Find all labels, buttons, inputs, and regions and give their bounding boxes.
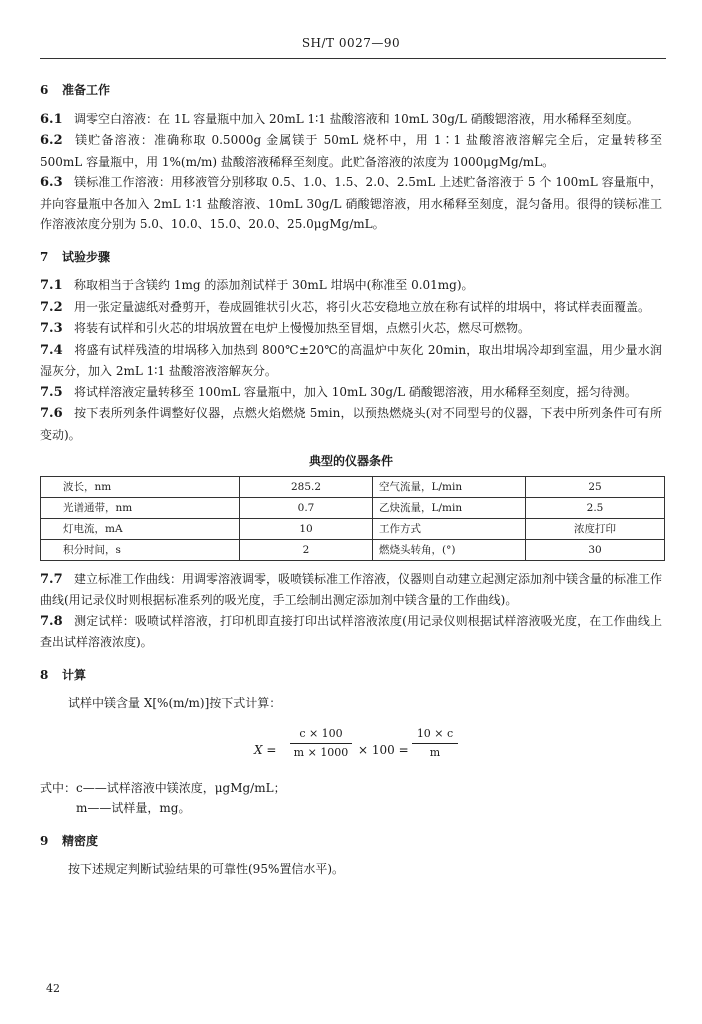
paragraph-7-1	[40, 275, 662, 297]
clause-text: 镁贮备溶液：准确称取 0.5000g 金属镁于 50mL 烧杯中，用 1∶1 盐酸溶液溶解完全后，定量转移至 500mL 容量瓶中，用 1%(m/m) 盐酸溶液稀释至刻度。此贮备溶液的浓度为 1000μgMg/mL。	[40, 133, 662, 169]
paragraph-7-2	[40, 297, 662, 319]
clause-number: 6.2	[40, 133, 63, 148]
section-7-heading	[40, 247, 662, 268]
clause-text: 称取相当于含镁约 1mg 的添加剂试样于 30mL 坩埚中(称准至 0.01mg)。	[74, 278, 474, 292]
condition-value: 浓度打印	[526, 518, 665, 539]
condition-value: 285.2	[240, 476, 373, 497]
clause-text: 用一张定量滤纸对叠剪开，卷成圆锥状引火芯，将引火芯安稳地立放在称有试样的坩埚中，将试样表面覆盖。	[74, 299, 651, 314]
paragraph-7-4	[40, 340, 662, 382]
instrument-conditions-table	[40, 476, 665, 561]
section-8-heading	[40, 665, 662, 686]
clause-text: 测定试样：吸喷试样溶液，打印机即直接打印出试样溶液浓度(用记录仪则根据试样溶液吸光度，在工作曲线上查出试样溶液浓度)。	[40, 613, 662, 649]
clause-text: 按下表所列条件调整好仪器，点燃火焰燃烧 5min，以预热燃烧头(对不同型号的仪器，下表中所列条件可有所变动)。	[40, 406, 662, 442]
clause-number: 7.6	[40, 406, 63, 421]
clause-number: 7.3	[40, 321, 63, 336]
condition-value: 10	[240, 518, 373, 539]
condition-value: 0.7	[240, 497, 373, 518]
paragraph-6-1	[40, 109, 662, 131]
fraction-denominator: m	[429, 745, 441, 759]
condition-label: 积分时间，s	[41, 539, 240, 560]
fraction-numerator: 10 × c	[416, 726, 454, 740]
clause-number: 7.5	[40, 384, 63, 400]
condition-label: 空气流量，L/min	[373, 476, 526, 497]
table-row	[41, 518, 665, 539]
condition-value: 2	[240, 539, 373, 560]
condition-label: 灯电流，mA	[41, 518, 240, 539]
condition-label: 乙炔流量，L/min	[373, 497, 526, 518]
where-label: 式中：	[40, 780, 77, 795]
where-m: m——试样量，mg。	[76, 801, 191, 815]
table-row	[41, 539, 665, 560]
formula-lhs: X =	[254, 742, 277, 757]
section-6-heading	[40, 80, 662, 101]
paragraph-7-3	[40, 318, 662, 340]
paragraph-7-6	[40, 403, 662, 445]
clause-number: 7.8	[40, 613, 63, 629]
section-number: 9	[40, 833, 49, 848]
clause-text: 建立标准工作曲线：用调零溶液调零，吸喷镁标准工作溶液，仪器则自动建立起测定添加剂中镁含量的标准工作曲线(用记录仪时则根据标准系列的吸光度，手工绘制出测定添加剂中镁含量的工作曲线)。	[40, 571, 663, 607]
section-number: 7	[40, 249, 49, 264]
clause-number: 7.2	[40, 299, 63, 315]
condition-label: 工作方式	[373, 518, 526, 539]
paragraph-6-3	[40, 172, 662, 235]
where-c	[40, 778, 662, 799]
clause-number: 6.1	[40, 111, 63, 127]
clause-text: 镁标准工作溶液：用移液管分别移取 0.5、1.0、1.5、2.0、2.5mL 上述贮备溶液于 5 个 100mL 容量瓶中，并向容量瓶中各加入 2mL 1∶1 盐酸溶液、10mL 30g/L 硝酸锶溶液，用水稀释至刻度，混匀备用。很得的镁标准工作溶液浓度分别为 5.0、10.0、15.0、20.0、25.0μgMg/mL。	[40, 175, 662, 231]
section-title: 试验步骤	[62, 249, 111, 264]
clause-text: 将盛有试样残渣的坩埚移入加热到 800℃±20℃的高温炉中灰化 20min，取出坩埚冷却到室温，用少量水润湿灰分，加入 2mL 1∶1 盐酸溶液溶解灰分。	[40, 342, 662, 378]
precision-intro: 按下述规定判断试验结果的可靠性(95%置信水平)。	[68, 862, 345, 876]
table-title: 典型的仪器条件	[308, 454, 393, 468]
paragraph-6-2	[40, 130, 662, 172]
formula-middle: × 100 =	[358, 742, 409, 757]
section-number: 8	[40, 667, 49, 682]
clause-text: 将试样溶液定量转移至 100mL 容量瓶中，加入 10mL 30g/L 硝酸锶溶液，用水稀释至刻度，摇匀待测。	[74, 384, 637, 399]
condition-label: 光谱通带，nm	[41, 497, 240, 518]
clause-number: 7.1	[40, 278, 63, 293]
section-number: 6	[40, 83, 49, 97]
paragraph-7-8	[40, 611, 662, 653]
condition-value: 25	[526, 476, 665, 497]
section-title: 精密度	[62, 833, 99, 848]
clause-text: 将装有试样和引火芯的坩埚放置在电炉上慢慢加热至冒烟，点燃引火芯，燃尽可燃物。	[74, 321, 531, 335]
table-row	[41, 476, 665, 497]
where-c-text: c——试样溶液中镁浓度，μgMg/mL；	[76, 780, 286, 795]
condition-label: 燃烧头转角，(°)	[373, 539, 526, 560]
fraction-denominator: m × 1000	[293, 745, 349, 759]
calculation-intro: 试样中镁含量 X[%(m/m)]按下式计算：	[68, 696, 282, 710]
section-9-heading	[40, 831, 662, 852]
clause-text: 调零空白溶液：在 1L 容量瓶中加入 20mL 1∶1 盐酸溶液和 10mL 30g/L 硝酸锶溶液，用水稀释至刻度。	[74, 111, 639, 126]
condition-value: 30	[526, 539, 665, 560]
clause-number: 7.7	[40, 571, 63, 587]
section-title: 准备工作	[62, 83, 111, 97]
fraction-numerator: c × 100	[299, 726, 343, 740]
clause-number: 7.4	[40, 342, 63, 358]
condition-label: 波长，nm	[41, 476, 240, 497]
standard-code-header: SH/T 0027—90	[301, 36, 401, 50]
page-number: 42	[46, 982, 60, 995]
condition-value: 2.5	[526, 497, 665, 518]
magnesium-formula	[40, 722, 662, 778]
paragraph-7-7	[40, 569, 662, 611]
table-row	[41, 497, 665, 518]
formula-fraction-1	[290, 726, 352, 761]
document-body	[40, 80, 662, 880]
paragraph-7-5	[40, 382, 662, 404]
formula-fraction-2	[412, 726, 458, 761]
clause-number: 6.3	[40, 175, 63, 190]
header-rule	[40, 58, 666, 59]
section-title: 计算	[62, 667, 87, 682]
